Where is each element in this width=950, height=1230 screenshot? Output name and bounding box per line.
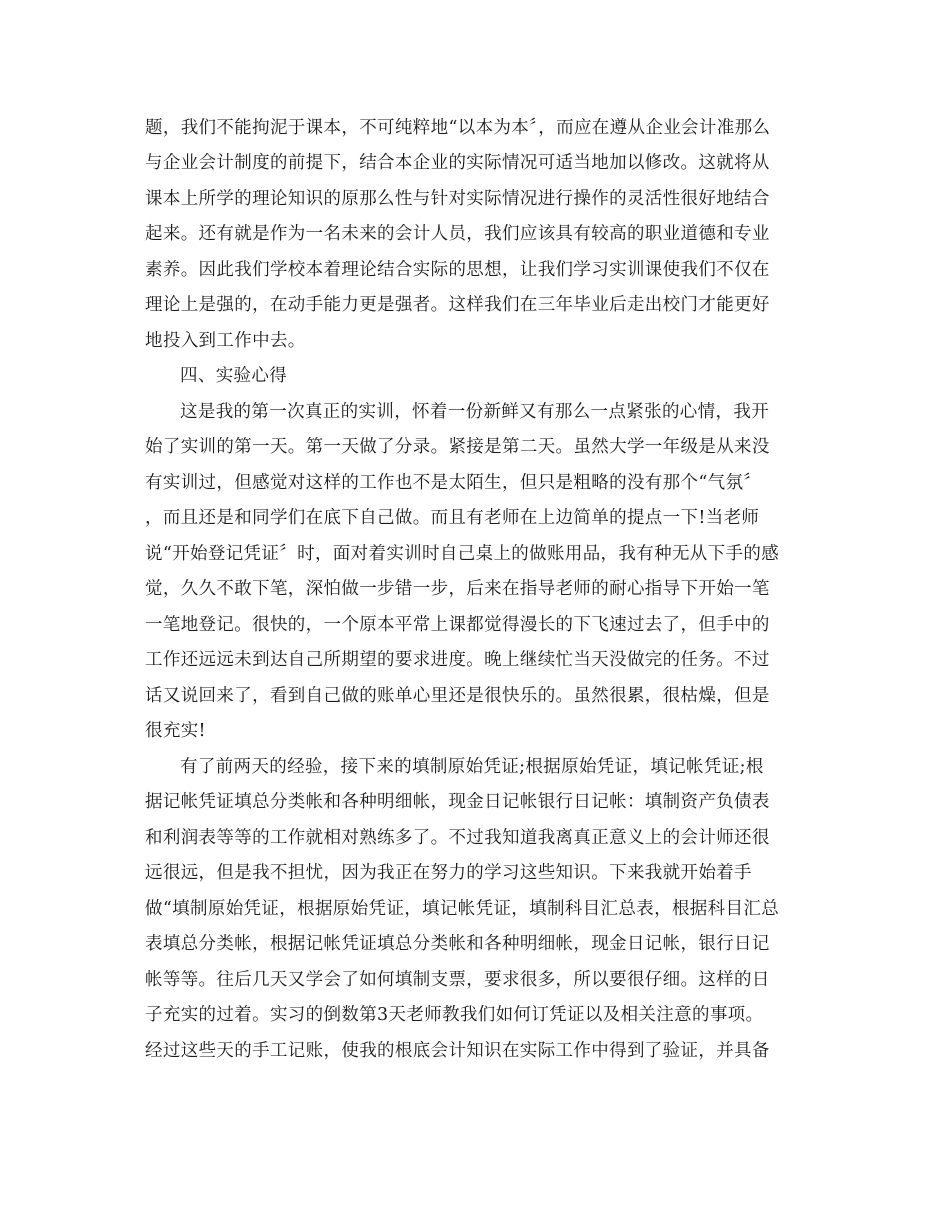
paragraph-line: 经过这些天的手工记账，使我的根底会计知识在实际工作中得到了验证，并具备 bbox=[145, 1041, 770, 1061]
paragraph-line: 理论上是强的，在动手能力更是强者。这样我们在三年毕业后走出校门才能更好 bbox=[145, 295, 770, 315]
paragraph-line: 工作还远远未到达自己所期望的要求进度。晚上继续忙当天没做完的任务。不过 bbox=[145, 650, 770, 670]
paragraph-line: 题，我们不能拘泥于课本，不可纯粹地“以本为本〞，而应在遵从企业会计准那么 bbox=[145, 118, 771, 138]
paragraph-line: 话又说回来了，看到自己做的账单心里还是很快乐的。虽然很累，很枯燥，但是 bbox=[145, 686, 770, 706]
paragraph-line: 子充实的过着。实习的倒数第3天老师教我们如何订凭证以及相关注意的事项。 bbox=[145, 1005, 764, 1025]
paragraph-line: 觉，久久不敢下笔，深怕做一步错一步，后来在指导老师的耐心指导下开始一笔 bbox=[145, 579, 770, 599]
paragraph-line: 素养。因此我们学校本着理论结合实际的思想，让我们学习实训课使我们不仅在 bbox=[145, 260, 770, 280]
paragraph-line: 有实训过，但感觉对这样的工作也不是太陌生，但只是粗略的没有那个“气氛〞 bbox=[145, 473, 762, 493]
paragraph-line: 和利润表等等的工作就相对熟练多了。不过我知道我离真正意义上的会计师还很 bbox=[145, 828, 770, 848]
paragraph-line: 地投入到工作中去。 bbox=[145, 331, 306, 351]
paragraph-line: 据记帐凭证填总分类帐和各种明细帐，现金日记帐银行日记帐：填制资产负债表 bbox=[145, 792, 770, 812]
paragraph-line: 有了前两天的经验，接下来的填制原始凭证;根据原始凭证，填记帐凭证;根 bbox=[180, 757, 764, 777]
paragraph-line: 一笔地登记。很快的，一个原本平常上课都觉得漫长的下飞速过去了，但手中的 bbox=[145, 615, 770, 635]
section-heading: 四、实验心得 bbox=[180, 366, 288, 386]
paragraph-line: 很充实! bbox=[145, 721, 206, 741]
paragraph-line: 表填总分类帐，根据记帐凭证填总分类帐和各种明细帐，现金日记帐，银行日记 bbox=[145, 934, 770, 954]
paragraph-line: 做“填制原始凭证，根据原始凭证，填记帐凭证，填制科目汇总表，根据科目汇总 bbox=[145, 899, 780, 919]
paragraph-line: 说“开始登记凭证〞时，面对着实训时自己桌上的做账用品，我有种无从下手的感 bbox=[145, 544, 780, 564]
paragraph-line: 课本上所学的理论知识的原那么性与针对实际情况进行操作的灵活性很好地结合 bbox=[145, 189, 770, 209]
paragraph-line: 起来。还有就是作为一名未来的会计人员，我们应该具有较高的职业道德和专业 bbox=[145, 224, 770, 244]
paragraph-line: 与企业会计制度的前提下，结合本企业的实际情况可适当地加以修改。这就将从 bbox=[145, 153, 770, 173]
paragraph-line: 始了实训的第一天。第一天做了分录。紧接是第二天。虽然大学一年级是从来没 bbox=[145, 437, 770, 457]
paragraph-line: 这是我的第一次真正的实训，怀着一份新鲜又有那么一点紧张的心情，我开 bbox=[180, 402, 770, 422]
paragraph-line: 远很远，但是我不担忧，因为我正在努力的学习这些知识。下来我就开始着手 bbox=[145, 863, 752, 883]
paragraph-line: ，而且还是和同学们在底下自己做。而且有老师在上边简单的提点一下!当老师 bbox=[145, 508, 760, 528]
paragraph-line: 帐等等。往后几天又学会了如何填制支票，要求很多，所以要很仔细。这样的日 bbox=[145, 970, 770, 990]
